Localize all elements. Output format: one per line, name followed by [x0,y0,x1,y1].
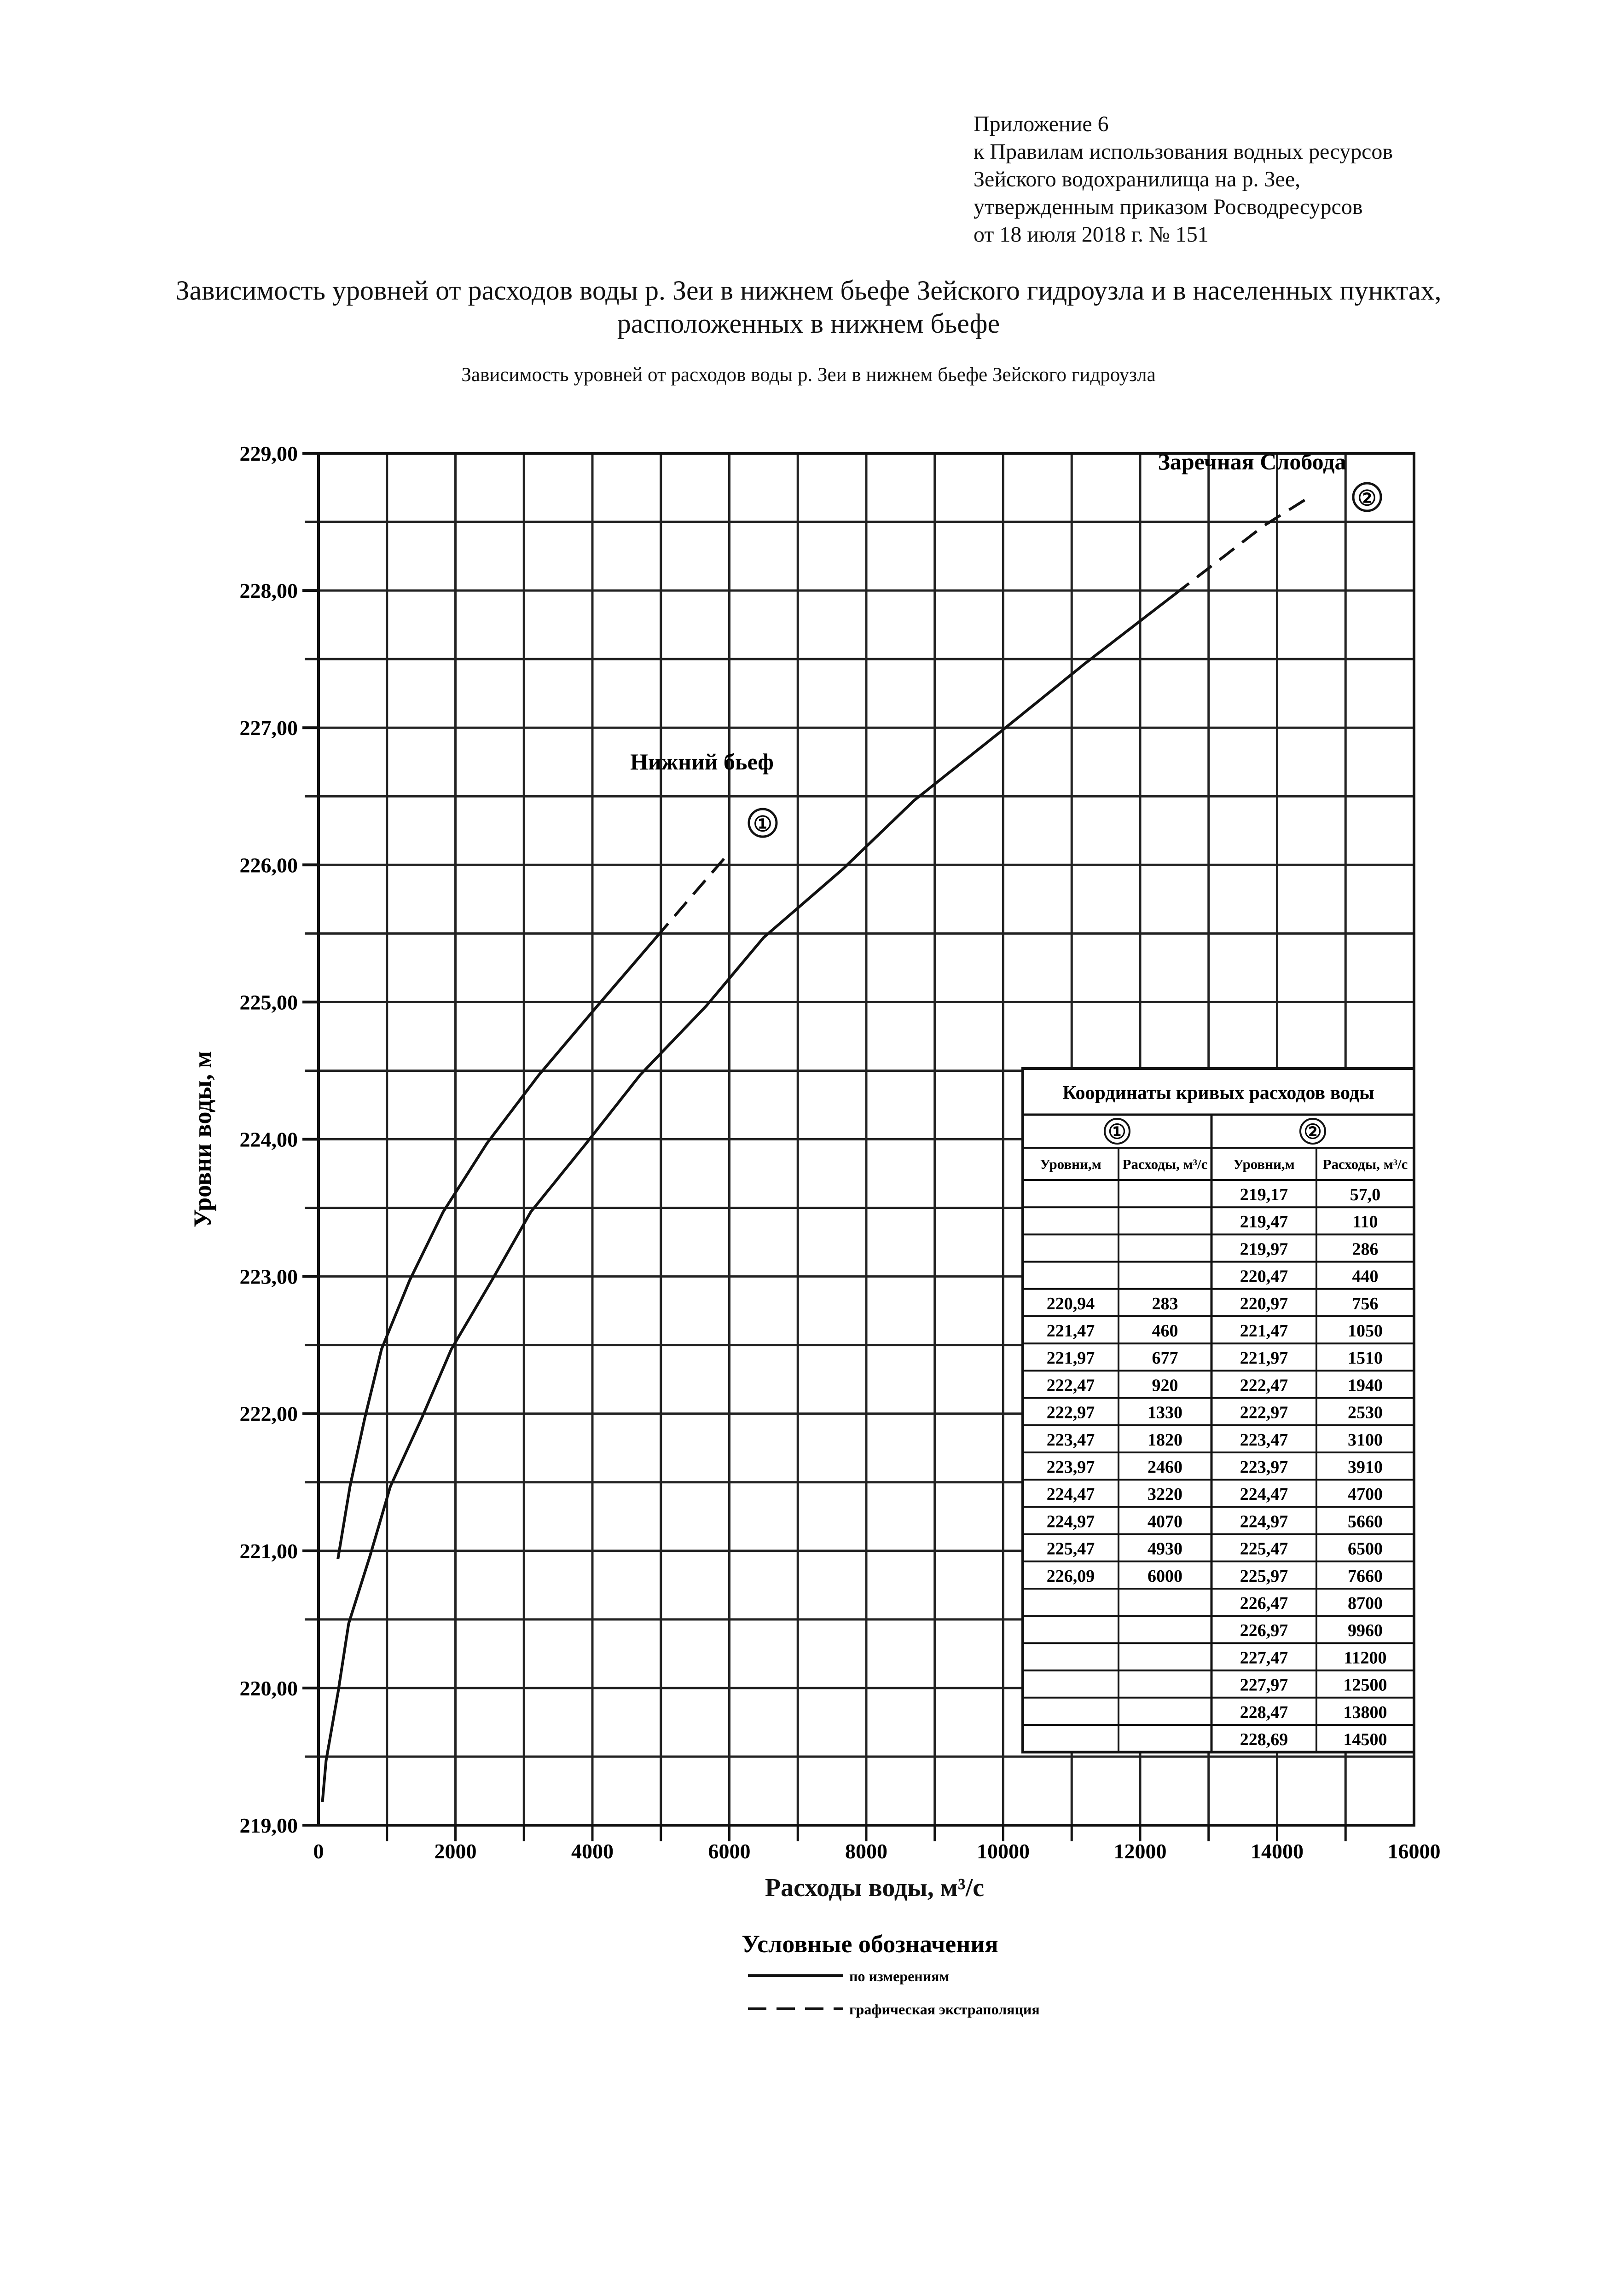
table-cell: 2530 [1348,1403,1383,1423]
x-tick-label: 6000 [708,1839,751,1863]
table-cell: 224,97 [1046,1512,1095,1532]
table-cell: 226,47 [1240,1594,1288,1613]
table-cell: 222,47 [1046,1376,1095,1395]
series-label: Нижний бьеф [630,749,774,775]
annex-line: утвержденным приказом Росводресурсов [974,195,1363,219]
annex-line: к Правилам использования водных ресурсов [974,139,1393,164]
annex-line: Приложение 6 [974,112,1109,136]
table-cell: 4070 [1148,1512,1182,1532]
x-tick-label: 16000 [1387,1839,1441,1863]
table-cell: 5660 [1348,1512,1383,1532]
x-tick-label: 14000 [1251,1839,1304,1863]
table-cell: 110 [1352,1212,1378,1232]
table-cell: 4700 [1348,1485,1383,1504]
series-marker: ① [753,812,772,836]
table-cell: 219,97 [1240,1239,1288,1259]
table-cell: 221,47 [1046,1321,1095,1341]
y-tick-label: 228,00 [239,579,298,603]
table-cell: 8700 [1348,1594,1383,1613]
table-cell: 224,97 [1240,1512,1288,1532]
x-tick-label: 2000 [434,1839,477,1863]
table-cell: 225,97 [1240,1566,1288,1586]
table-cell: 12500 [1343,1675,1387,1695]
table-cell: 3100 [1348,1430,1383,1450]
table-cell: 9960 [1348,1621,1383,1641]
y-tick-label: 227,00 [239,716,298,740]
table-cell: 222,97 [1046,1403,1095,1423]
table-cell: 222,47 [1240,1376,1288,1395]
table-cell: 283 [1152,1294,1178,1313]
table-col-header: Уровни,м [1233,1156,1295,1172]
table-cell: 677 [1152,1348,1178,1368]
table-cell: 3910 [1348,1457,1383,1477]
y-tick-label: 222,00 [239,1402,298,1426]
table-cell: 1050 [1348,1321,1383,1341]
table-title: Координаты кривых расходов воды [1062,1082,1374,1104]
y-tick-label: 223,00 [239,1265,298,1289]
table-cell: 920 [1152,1376,1178,1395]
main-title-line1: Зависимость уровней от расходов воды р. Зеи в нижнем бьефе Зейского гидроузла и в населенных пунктах, [175,275,1442,306]
table-cell: 57,0 [1350,1185,1381,1204]
legend [742,1930,1039,2018]
table-cell: 225,47 [1240,1539,1288,1559]
x-tick-label: 10000 [977,1839,1030,1863]
table-cell: 756 [1352,1294,1379,1313]
table-cell: 286 [1352,1239,1379,1259]
x-tick-label: 4000 [571,1839,614,1863]
table-cell: 219,47 [1240,1212,1288,1232]
table-col-header: Расходы, м³/с [1122,1156,1208,1172]
table-cell: 227,97 [1240,1675,1288,1695]
table-cell: 224,47 [1240,1485,1288,1504]
table-cell: 6500 [1348,1539,1383,1559]
table-cell: 220,94 [1046,1294,1095,1313]
table-cell: 226,09 [1046,1566,1095,1586]
table-cell: 6000 [1148,1566,1182,1586]
table-cell: 1330 [1148,1403,1182,1423]
legend-label-measured: по измерениям [849,1968,950,1984]
y-tick-label: 220,00 [239,1676,298,1700]
table-cell: 228,69 [1240,1730,1288,1749]
table-cell: 223,47 [1046,1430,1095,1450]
table-cell: 2460 [1148,1457,1182,1477]
table-col-header: Уровни,м [1040,1156,1101,1172]
series-line-measured [338,937,656,1559]
table-cell: 4930 [1148,1539,1182,1559]
series-marker: ② [1357,486,1377,510]
table-cell: 221,97 [1240,1348,1288,1368]
table-col-header: Расходы, м³/с [1322,1156,1408,1172]
main-title-line2: расположенных в нижнем бьефе [617,308,1000,339]
table-cell: 460 [1152,1321,1178,1341]
y-tick-label: 225,00 [239,990,298,1014]
table-cell: 225,47 [1046,1539,1095,1559]
table-cell: 221,97 [1046,1348,1095,1368]
table-cell: 223,47 [1240,1430,1288,1450]
table-cell: 220,97 [1240,1294,1288,1313]
x-tick-label: 0 [313,1839,324,1863]
y-tick-label: 219,00 [239,1814,298,1837]
table-cell: 11200 [1344,1648,1387,1668]
annex-line: Зейского водохранилища на р. Зее, [974,167,1301,191]
table-cell: 1820 [1148,1430,1182,1450]
chart-subtitle: Зависимость уровней от расходов воды р. Зеи в нижнем бьефе Зейского гидроузла [461,364,1156,386]
y-tick-label: 229,00 [239,442,298,465]
table-cell: 228,47 [1240,1702,1288,1722]
table-cell: 440 [1352,1267,1379,1286]
table-cell: 3220 [1148,1485,1182,1504]
table-cell: 220,47 [1240,1267,1288,1286]
table-cell: 1940 [1348,1376,1383,1395]
table-cell: 7660 [1348,1566,1383,1586]
annex-line: от 18 июля 2018 г. № 151 [974,222,1209,247]
table-cell: 221,47 [1240,1321,1288,1341]
table-cell: 224,47 [1046,1485,1095,1504]
x-tick-label: 12000 [1113,1839,1167,1863]
table-cell: 13800 [1343,1702,1387,1722]
table-cell: 1510 [1348,1348,1383,1368]
legend-title: Условные обозначения [742,1930,998,1958]
y-axis-title: Уровни воды, м [189,1051,216,1228]
x-tick-label: 8000 [845,1839,887,1863]
table-group-label: ② [1304,1121,1322,1143]
y-tick-label: 224,00 [239,1128,298,1151]
coordinates-table [1023,1069,1414,1752]
y-tick-label: 226,00 [239,853,298,877]
legend-label-extrapolated: графическая экстраполяция [849,2001,1040,2018]
table-cell: 227,47 [1240,1648,1288,1668]
table-group-label: ① [1108,1121,1126,1143]
table-cell: 223,97 [1240,1457,1288,1477]
table-cell: 223,97 [1046,1457,1095,1477]
table-cell: 226,97 [1240,1621,1288,1641]
x-axis-title: Расходы воды, м³/с [765,1874,985,1902]
series-line-extrapolated [1174,496,1311,595]
series-label: Заречная Слобода [1158,449,1346,474]
table-cell: 222,97 [1240,1403,1288,1423]
table-cell: 14500 [1343,1730,1387,1749]
table-cell: 219,17 [1240,1185,1288,1204]
y-tick-label: 221,00 [239,1539,298,1563]
